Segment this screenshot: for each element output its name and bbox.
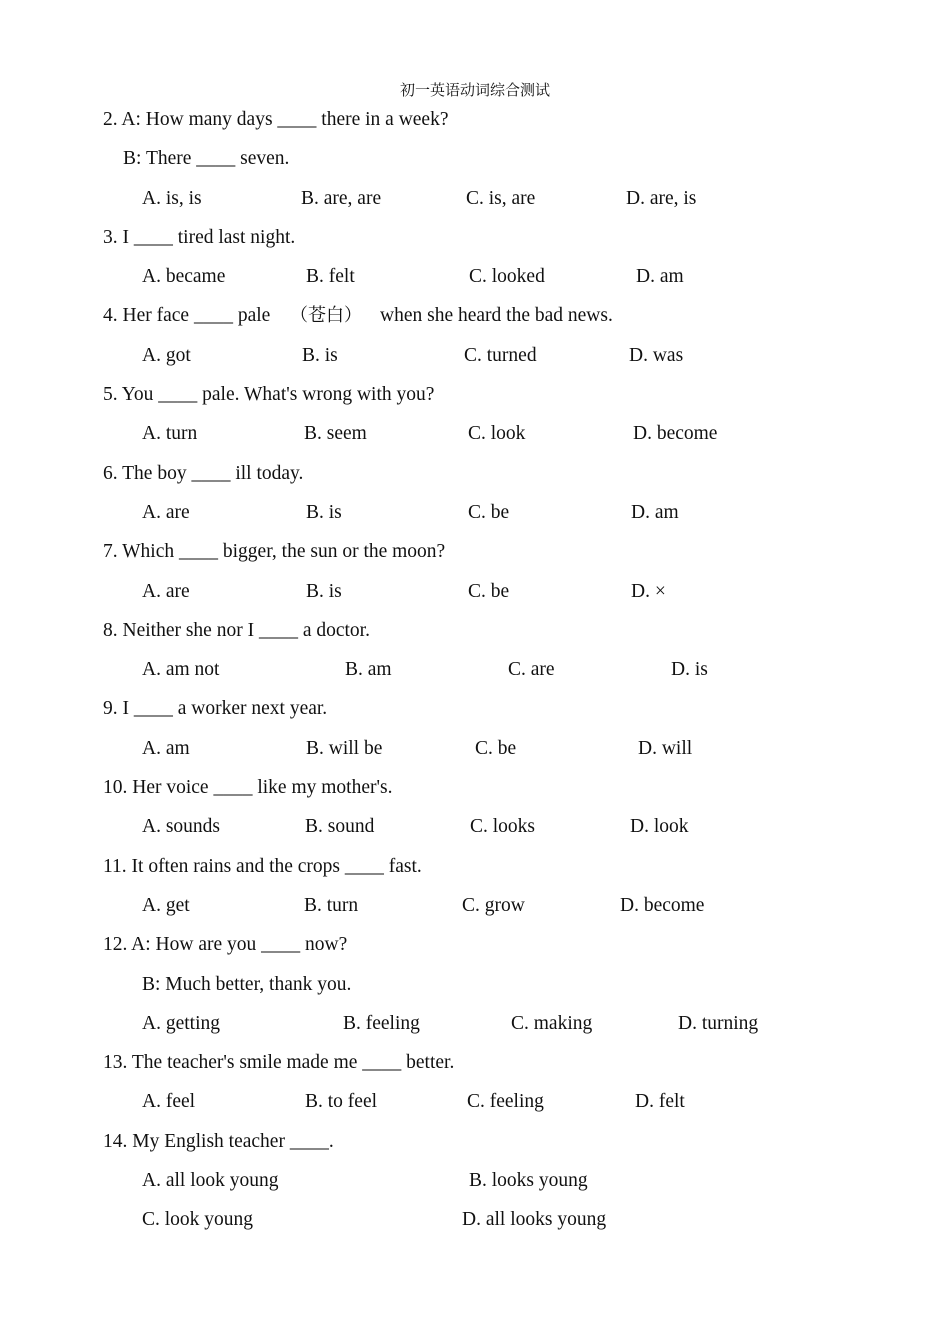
option-b[interactable]: B. sound [305, 816, 375, 838]
option-c[interactable]: C. turned [464, 344, 537, 366]
question-list [0, 100, 950, 1240]
option-d[interactable]: D. look [630, 816, 689, 838]
option-c[interactable]: C. feeling [467, 1091, 544, 1113]
question-text-part2: when she heard the bad news. [380, 305, 613, 327]
question-text: 8. Neither she nor I ____ a doctor. [103, 619, 370, 641]
option-c[interactable]: C. looks [470, 816, 536, 838]
option-a[interactable]: A. got [142, 344, 191, 366]
question-4-stem [0, 296, 950, 335]
option-a[interactable]: A. are [142, 580, 190, 602]
option-a[interactable]: A. getting [142, 1012, 220, 1034]
question-12-dialogue [0, 965, 950, 1004]
question-3-options [0, 257, 950, 296]
question-text: 6. The boy ____ ill today. [103, 462, 304, 484]
question-9-stem [0, 689, 950, 728]
option-a[interactable]: A. get [142, 894, 190, 916]
question-text-line2: B: Much better, thank you. [142, 973, 352, 995]
option-a[interactable]: A. turn [142, 423, 198, 445]
question-text: 12. A: How are you ____ now? [103, 934, 348, 956]
question-2-dialogue [0, 139, 950, 178]
question-13-options [0, 1082, 950, 1121]
question-4-options [0, 336, 950, 375]
question-14-options-row1 [0, 1161, 950, 1200]
question-text-chinese-gloss: （苍白） [290, 305, 362, 327]
option-d[interactable]: D. am [631, 501, 679, 523]
question-8-options [0, 650, 950, 689]
option-b[interactable]: B. are, are [301, 187, 382, 209]
question-14-stem [0, 1122, 950, 1161]
option-d[interactable]: D. am [636, 266, 684, 288]
question-12-stem [0, 925, 950, 964]
option-a[interactable]: A. sounds [142, 816, 221, 838]
option-d[interactable]: D. will [638, 737, 693, 759]
option-b[interactable]: B. turn [304, 894, 359, 916]
question-2-options [0, 179, 950, 218]
question-text-line2: B: There ____ seven. [123, 148, 290, 170]
option-c[interactable]: C. be [468, 580, 510, 602]
option-d[interactable]: D. all looks young [462, 1209, 607, 1231]
option-b[interactable]: B. will be [306, 737, 383, 759]
question-text: 2. A: How many days ____ there in a week? [103, 109, 449, 130]
question-13-stem [0, 1043, 950, 1082]
question-10-stem [0, 768, 950, 807]
option-a[interactable]: A. am [142, 737, 190, 759]
question-11-stem [0, 847, 950, 886]
question-3-stem [0, 218, 950, 257]
question-2-stem [0, 100, 950, 139]
question-5-stem [0, 375, 950, 414]
option-b[interactable]: B. seem [304, 423, 367, 445]
question-6-options [0, 493, 950, 532]
page-title: 初一英语动词综合测试 [399, 81, 550, 99]
question-14-options-row2 [0, 1200, 950, 1239]
option-d[interactable]: D. become [620, 894, 705, 916]
option-c[interactable]: C. look [468, 423, 526, 445]
option-c[interactable]: C. are [508, 659, 555, 681]
option-c[interactable]: C. looked [469, 266, 545, 288]
option-a[interactable]: A. is, is [142, 187, 202, 209]
question-text-part1: 4. Her face ____ pale [103, 305, 271, 327]
option-a[interactable]: A. all look young [142, 1170, 279, 1192]
question-text: 9. I ____ a worker next year. [103, 698, 328, 720]
option-b[interactable]: B. feeling [343, 1012, 420, 1034]
question-text: 11. It often rains and the crops ____ fast. [103, 855, 422, 877]
option-b[interactable]: B. am [345, 659, 392, 681]
question-text: 10. Her voice ____ like my mother's. [103, 777, 393, 799]
option-b[interactable]: B. is [306, 580, 342, 602]
option-b[interactable]: B. is [302, 344, 338, 366]
option-a[interactable]: A. feel [142, 1091, 196, 1113]
question-6-stem [0, 454, 950, 493]
option-b[interactable]: B. is [306, 501, 342, 523]
option-c[interactable]: C. look young [142, 1209, 254, 1231]
question-9-options [0, 729, 950, 768]
option-d[interactable]: D. is [671, 659, 708, 681]
option-a[interactable]: A. am not [142, 659, 220, 681]
option-d[interactable]: D. was [629, 344, 684, 366]
option-a[interactable]: A. are [142, 501, 190, 523]
question-text: 5. You ____ pale. What's wrong with you? [103, 384, 435, 406]
option-d[interactable]: D. turning [678, 1012, 759, 1034]
option-c[interactable]: C. making [511, 1012, 593, 1034]
question-text: 3. I ____ tired last night. [103, 226, 296, 248]
question-text: 13. The teacher's smile made me ____ better. [103, 1052, 455, 1074]
option-b[interactable]: B. looks young [469, 1170, 588, 1192]
question-8-stem [0, 611, 950, 650]
option-d[interactable]: D. felt [635, 1091, 685, 1113]
option-b[interactable]: B. to feel [305, 1091, 378, 1113]
option-c[interactable]: C. be [475, 737, 517, 759]
option-c[interactable]: C. be [468, 501, 510, 523]
question-7-options [0, 572, 950, 611]
question-5-options [0, 414, 950, 453]
question-10-options [0, 807, 950, 846]
question-11-options [0, 886, 950, 925]
option-d[interactable]: D. become [633, 423, 718, 445]
option-d[interactable]: D. are, is [626, 187, 697, 209]
option-a[interactable]: A. became [142, 266, 226, 288]
question-12-options [0, 1004, 950, 1043]
option-d[interactable]: D. × [631, 580, 666, 602]
option-c[interactable]: C. grow [462, 894, 525, 916]
question-7-stem [0, 532, 950, 571]
question-text: 7. Which ____ bigger, the sun or the moon? [103, 541, 446, 563]
option-b[interactable]: B. felt [306, 266, 355, 288]
option-c[interactable]: C. is, are [466, 187, 536, 209]
question-text: 14. My English teacher ____. [103, 1130, 334, 1152]
